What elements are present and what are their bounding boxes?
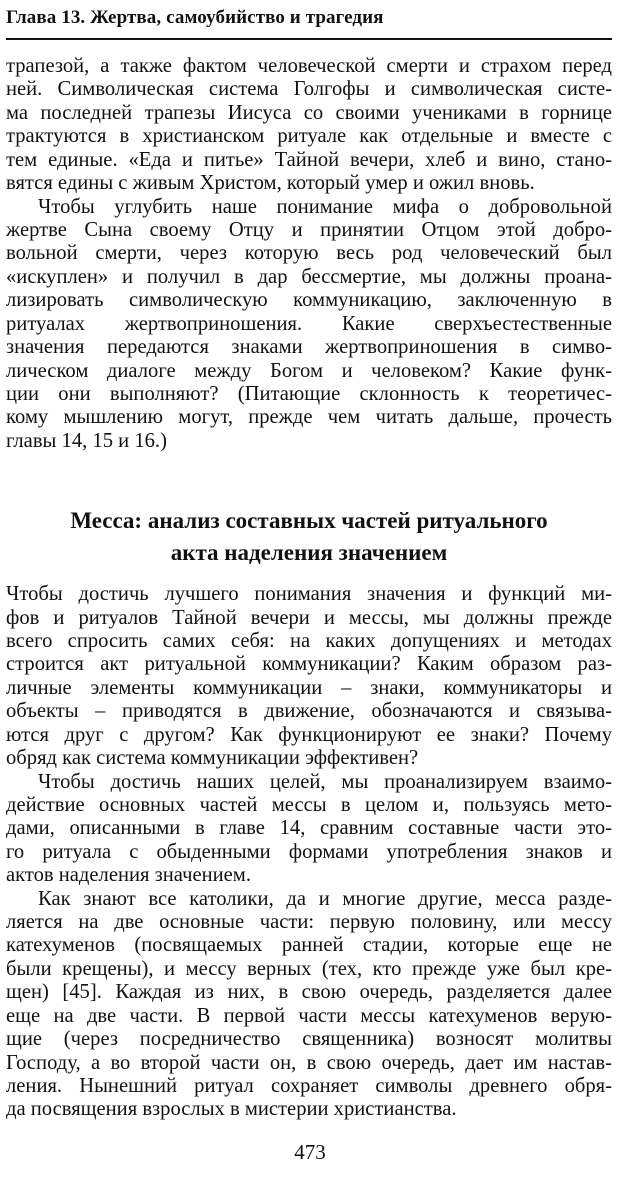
text-line: обряд как система коммуникации эффективен?	[6, 747, 419, 770]
text-line: Чтобы достичь наших целей, мы проанализируем взаимо-	[38, 770, 612, 793]
text-line: тем единые. «Еда и питье» Тайной вечери, хлеб и вино, стано-	[6, 148, 612, 171]
text-line: ма последней трапезы Иисуса со своими учениками в горнице	[6, 101, 612, 124]
text-line: Как знают все католики, да и многие другие, месса разде-	[38, 887, 612, 910]
text-line: ления. Нынешний ритуал сохраняет символы древнего обря-	[6, 1075, 612, 1097]
section-heading-line: акта наделения значением	[170, 540, 448, 566]
text-line: ляется на две основные части: первую половину, или мессу	[6, 911, 612, 933]
text-line: ции они выполняют? (Питающие склонность к теоретичес-	[6, 382, 612, 405]
text-line: ются друг с другом? Как функционируют ее знаки? Почему	[6, 723, 612, 746]
section-heading-line: Месса: анализ составных частей ритуального	[70, 508, 548, 534]
text-line: щен) [45]. Каждая из них, в свою очередь, разделяется далее	[6, 981, 612, 1004]
text-line: действие основных частей мессы в целом и, пользуясь мето-	[6, 793, 612, 816]
text-line: личные элементы коммуникации – знаки, коммуникаторы и	[6, 676, 612, 699]
running-head-text: Глава 13. Жертва, самоубийство и трагедия	[6, 7, 384, 28]
text-line: всего спросить самих себя: на каких допущениях и методах	[6, 630, 612, 652]
text-line: вятся едины с живым Христом, который умер и ожил вновь.	[6, 172, 535, 195]
text-line: щие (через посредничество священника) возносят молитвы	[6, 1028, 612, 1051]
text-line: «искуплен» и получил в дар бессмертие, мы должны проана-	[6, 265, 612, 288]
text-line: трапезой, а также фактом человеческой смерти и страхом перед	[6, 55, 612, 77]
text-line: ритуалах жертвоприношения. Какие сверхъестественные	[6, 312, 612, 335]
text-line: катехуменов (посвящаемых ранней стадии, которые еще не	[6, 934, 612, 957]
text-line: Чтобы углубить наше понимание мифа о добровольной	[38, 195, 612, 218]
text-line: значения передаются знаками жертвоприношения в симво-	[6, 336, 612, 358]
text-line: ней. Символическая система Голгофы и символическая систе-	[6, 78, 612, 101]
text-line: Господу, а во второй части он, в свою очередь, дает им настав-	[6, 1051, 612, 1074]
text-line: трактуются в христианском ритуале как отдельные и вместе с	[6, 125, 612, 148]
text-line: вольной смерти, через которую весь род человеческий был	[6, 242, 612, 265]
text-line: актов наделения значением.	[6, 864, 251, 887]
text-line: главы 14, 15 и 16.)	[6, 429, 167, 452]
text-line: кому мышлению могут, прежде чем читать дальше, прочесть	[6, 406, 612, 429]
running-head	[6, 4, 612, 40]
text-line: строится акт ритуальной коммуникации? Каким образом раз-	[6, 653, 612, 676]
text-line: Чтобы достичь лучшего понимания значения и функций ми-	[6, 583, 612, 606]
text-line: были крещены), и мессу верных (тех, кто прежде уже был кре-	[6, 957, 612, 980]
text-line: дами, описанными в главе 14, сравним составные части это-	[6, 817, 612, 840]
text-line: го ритуала с обыденными формами употребления знаков и	[6, 840, 612, 863]
text-line: объекты – приводятся в движение, обозначаются и связыва-	[6, 700, 612, 723]
text-line: лическом диалоге между Богом и человеком? Какие функ-	[6, 359, 612, 382]
text-line: фов и ритуалов Тайной вечери и мессы, мы должны прежде	[6, 606, 612, 629]
text-line: да посвящения взрослых в мистерии христианства.	[6, 1098, 457, 1121]
page-number: 473	[294, 1140, 326, 1164]
text-line: жертве Сына своему Отцу и принятии Отцом этой добро-	[6, 218, 612, 241]
text-line: еще на две части. В первой части мессы катехуменов верую-	[6, 1004, 612, 1027]
text-line: лизировать символическую коммуникацию, заключенную в	[6, 289, 612, 312]
